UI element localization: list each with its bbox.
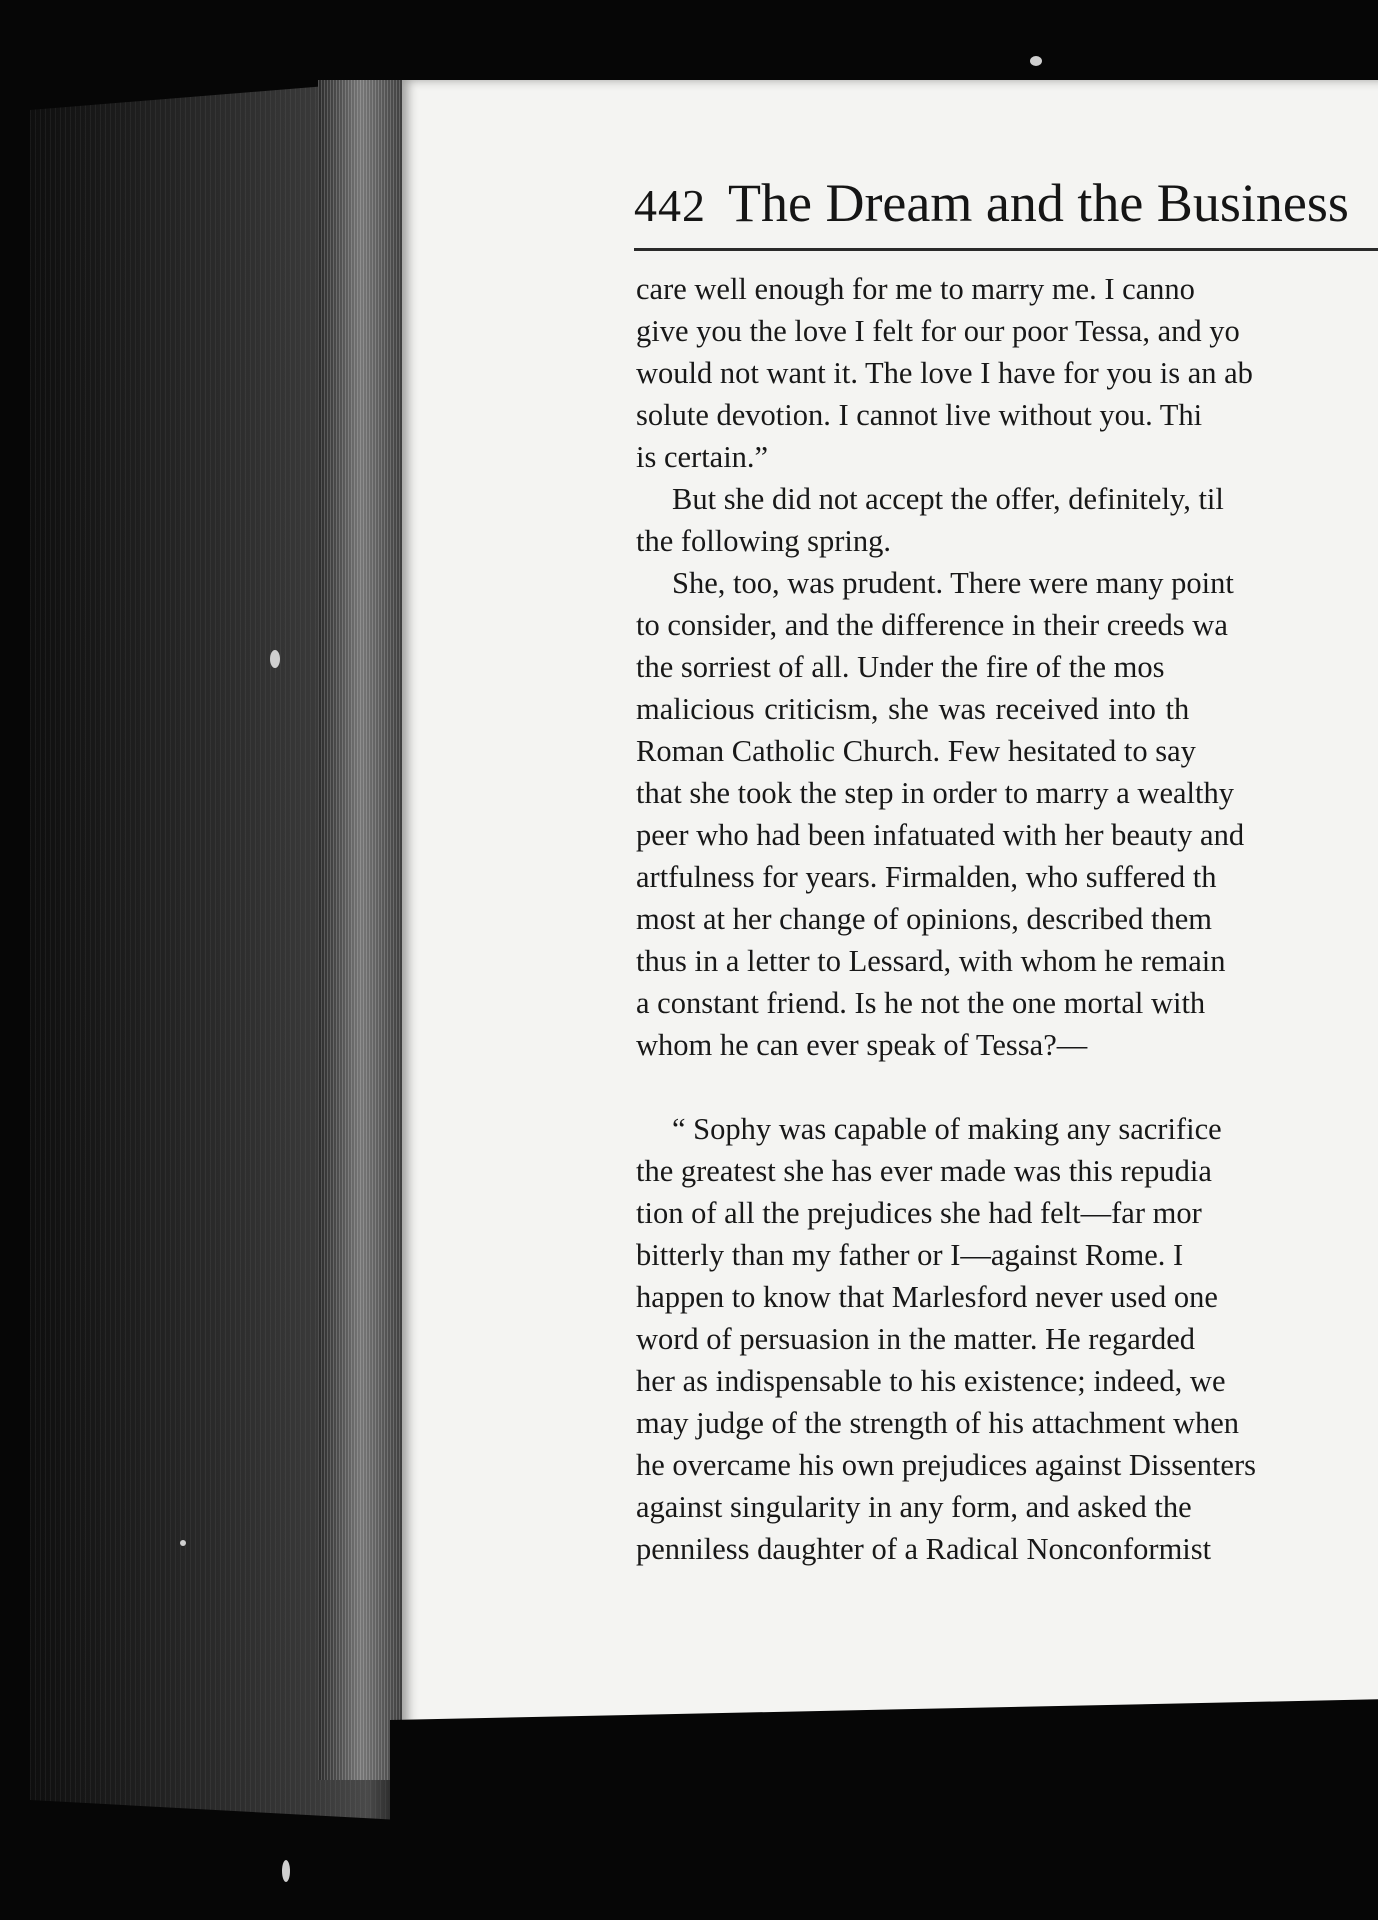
body-text — [636, 268, 1378, 1570]
text-line: She, too, was prudent. There were many point — [672, 566, 1234, 600]
header-rule — [634, 248, 1378, 251]
text-line: would not want it. The love I have for you is an ab — [636, 356, 1253, 390]
dust-speck — [180, 1540, 186, 1546]
text-line: her as indispensable to his existence; indeed, we — [636, 1364, 1226, 1398]
dust-speck — [1030, 56, 1042, 66]
text-line: may judge of the strength of his attachment when — [636, 1406, 1240, 1440]
text-line: artfulness for years. Firmalden, who suffered th — [636, 860, 1217, 894]
page-bottom-shadow — [390, 1699, 1378, 1920]
text-line: word of persuasion in the matter. He regarded — [636, 1322, 1195, 1356]
text-line: against singularity in any form, and asked the — [636, 1490, 1192, 1524]
text-line: bitterly than my father or I—against Rome. I — [636, 1238, 1184, 1272]
text-line: most at her change of opinions, described them — [636, 902, 1212, 936]
text-line: penniless daughter of a Radical Nonconformist — [636, 1532, 1212, 1566]
text-line: thus in a letter to Lessard, with whom he remain — [636, 944, 1226, 978]
text-line: is certain.” — [636, 440, 769, 474]
dust-speck — [270, 650, 280, 668]
text-line: tion of all the prejudices she had felt—far mor — [636, 1196, 1202, 1230]
text-line: to consider, and the difference in their creeds wa — [636, 608, 1228, 642]
text-line: care well enough for me to marry me. I canno — [636, 272, 1195, 306]
text-line: malicious criticism, she was received into th — [636, 692, 1190, 726]
text-line: But she did not accept the offer, definitely, til — [672, 482, 1224, 516]
text-line: happen to know that Marlesford never used one — [636, 1280, 1218, 1314]
text-line: that she took the step in order to marry a wealthy — [636, 776, 1234, 810]
text-line: solute devotion. I cannot live without you. Thi — [636, 398, 1203, 432]
text-line: a constant friend. Is he not the one mortal with — [636, 986, 1206, 1020]
paragraph-gap — [636, 1066, 1378, 1108]
running-head — [634, 172, 1349, 234]
page-edges — [318, 80, 404, 1780]
dust-speck — [282, 1860, 290, 1882]
text-line: whom he can ever speak of Tessa?— — [636, 1028, 1088, 1062]
text-line: Roman Catholic Church. Few hesitated to say — [636, 734, 1196, 768]
text-line: “ Sophy was capable of making any sacrifice — [672, 1112, 1222, 1146]
text-line: give you the love I felt for our poor Tessa, and yo — [636, 314, 1240, 348]
text-line: he overcame his own prejudices against Dissenters — [636, 1448, 1256, 1482]
text-line: peer who had been infatuated with her beauty and — [636, 818, 1245, 852]
text-line: the sorriest of all. Under the fire of the mos — [636, 650, 1165, 684]
running-title: The Dream and the Business — [728, 173, 1349, 233]
page-number: 442 — [634, 180, 706, 231]
text-line: the following spring. — [636, 524, 891, 558]
text-line: the greatest she has ever made was this repudia — [636, 1154, 1212, 1188]
